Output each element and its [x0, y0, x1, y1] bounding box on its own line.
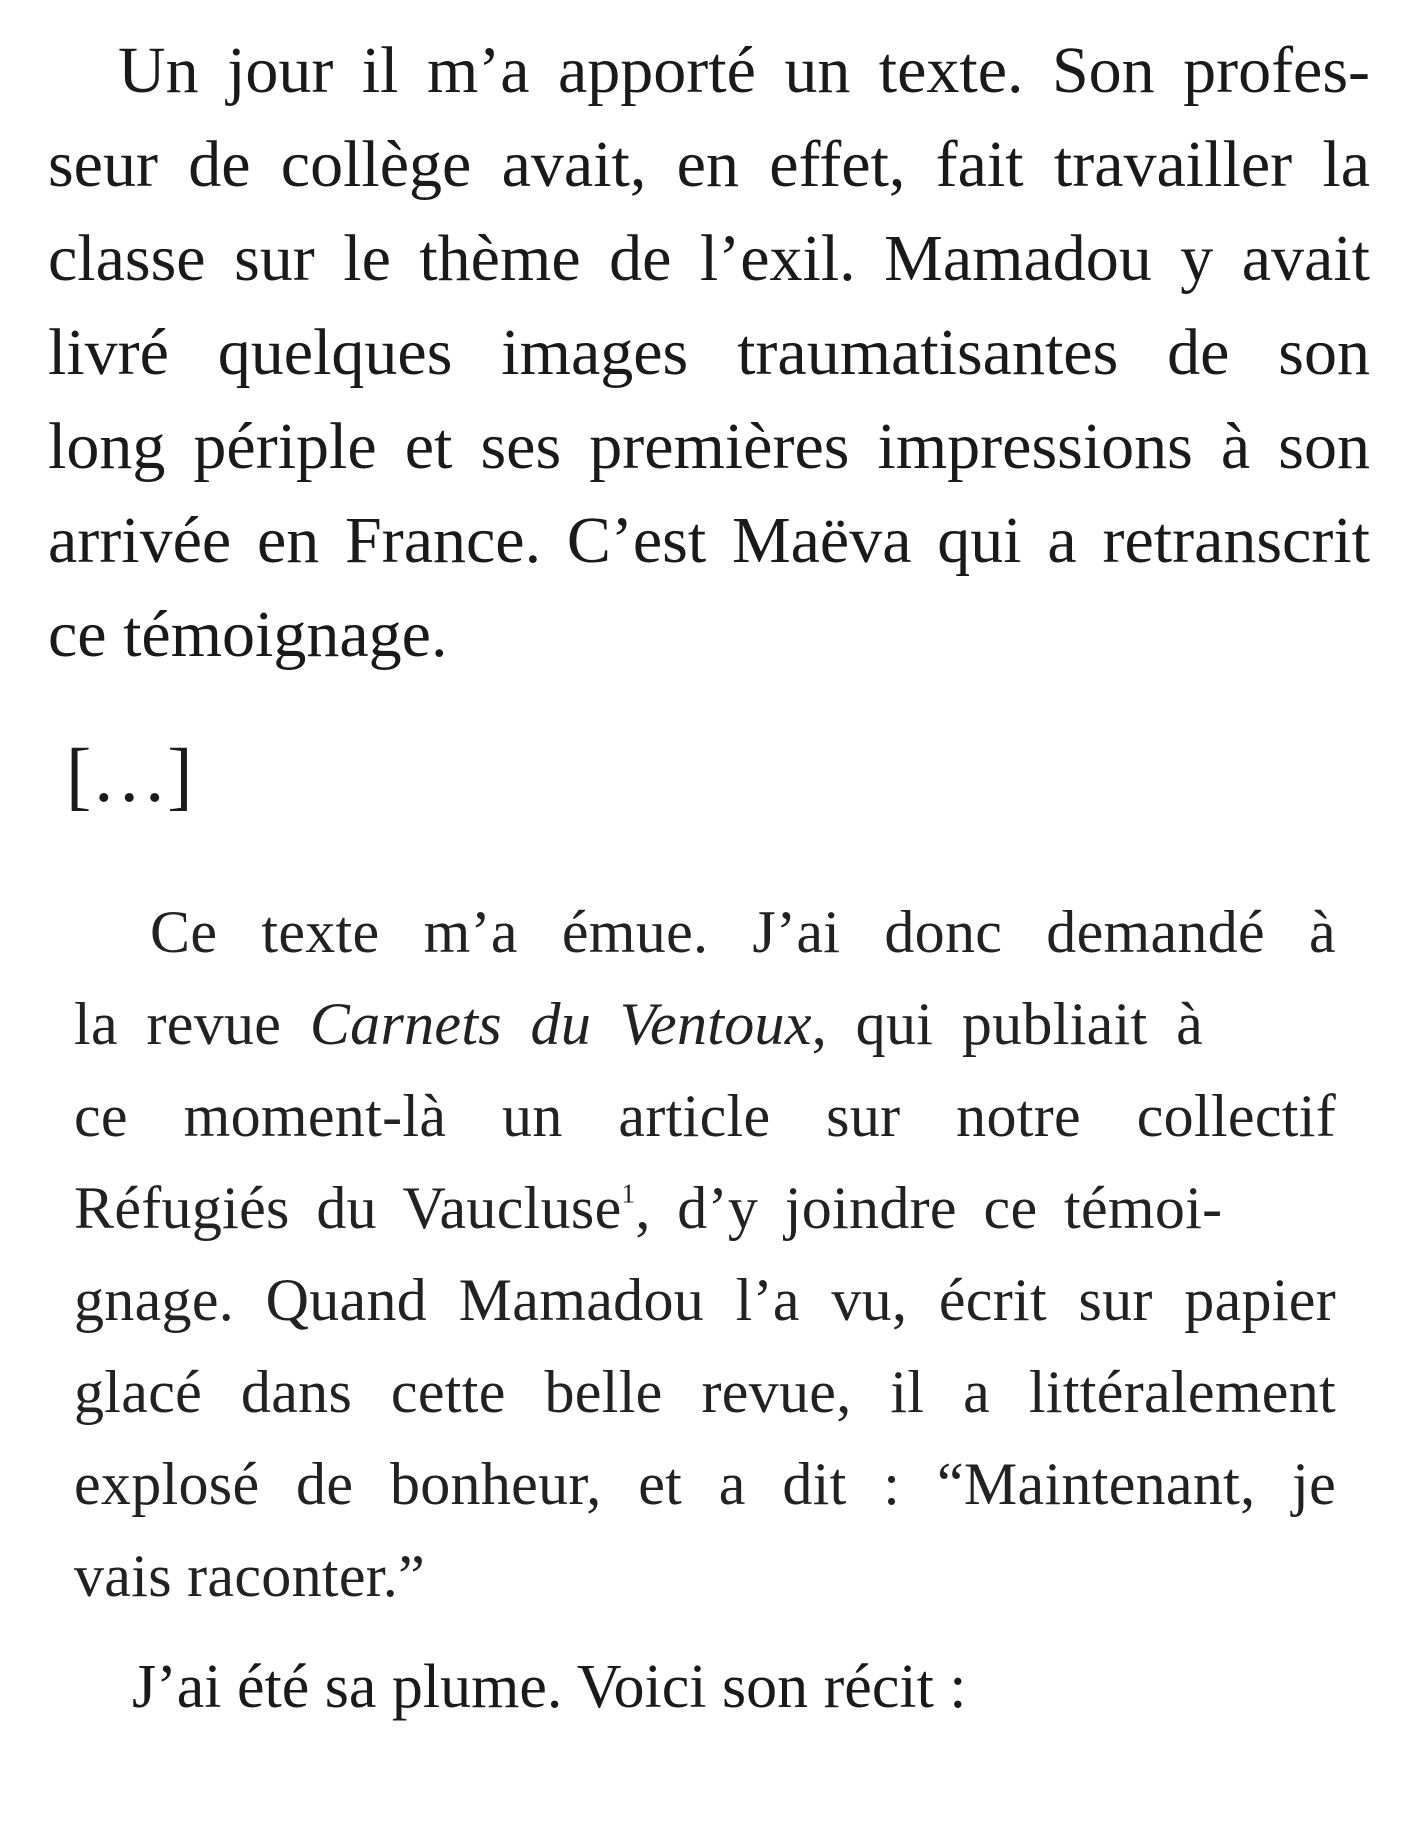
paragraph-2-line: explosé de bonheur, et a dit : “Maintenant, je	[74, 1451, 1336, 1517]
paragraph-3: J’ai été sa plume. Voici son récit :	[132, 1653, 967, 1721]
paragraph-1-line: arrivée en France. C’est Maëva qui a retranscrit	[48, 504, 1370, 577]
line-text: , d’y joindre ce témoi-	[635, 1175, 1223, 1241]
line-text: , qui publiait à	[811, 991, 1204, 1057]
paragraph-1-line: livré quelques images traumatisantes de son	[48, 316, 1370, 389]
line-text: Réfugiés du Vaucluse	[74, 1175, 622, 1241]
paragraph-2-line: Ce texte m’a émue. J’ai donc demandé à	[150, 899, 1336, 965]
line-text: la revue	[74, 991, 310, 1057]
paragraph-2-line	[74, 991, 1204, 1057]
paragraph-2-line: gnage. Quand Mamadou l’a vu, écrit sur papier	[74, 1267, 1336, 1333]
ellipsis-marker: […]	[66, 734, 193, 818]
paragraph-2-line: vais raconter.”	[74, 1543, 425, 1609]
paragraph-1-line: Un jour il m’a apporté un texte. Son profes-	[118, 34, 1370, 107]
journal-title: Carnets du Ventoux	[309, 991, 812, 1057]
paragraph-1-line: long périple et ses premières impressions à son	[48, 410, 1370, 483]
paragraph-1-line: seur de collège avait, en effet, fait travailler la	[48, 128, 1370, 201]
footnote-marker: 1	[621, 1178, 636, 1209]
paragraph-2-line: ce moment-là un article sur notre collectif	[74, 1083, 1336, 1149]
paragraph-1-line: classe sur le thème de l’exil. Mamadou y avait	[48, 222, 1370, 295]
paragraph-2-line: glacé dans cette belle revue, il a littéralement	[74, 1359, 1336, 1425]
paragraph-2-line	[74, 1175, 1223, 1241]
paragraph-1-line: ce témoignage.	[48, 598, 448, 671]
